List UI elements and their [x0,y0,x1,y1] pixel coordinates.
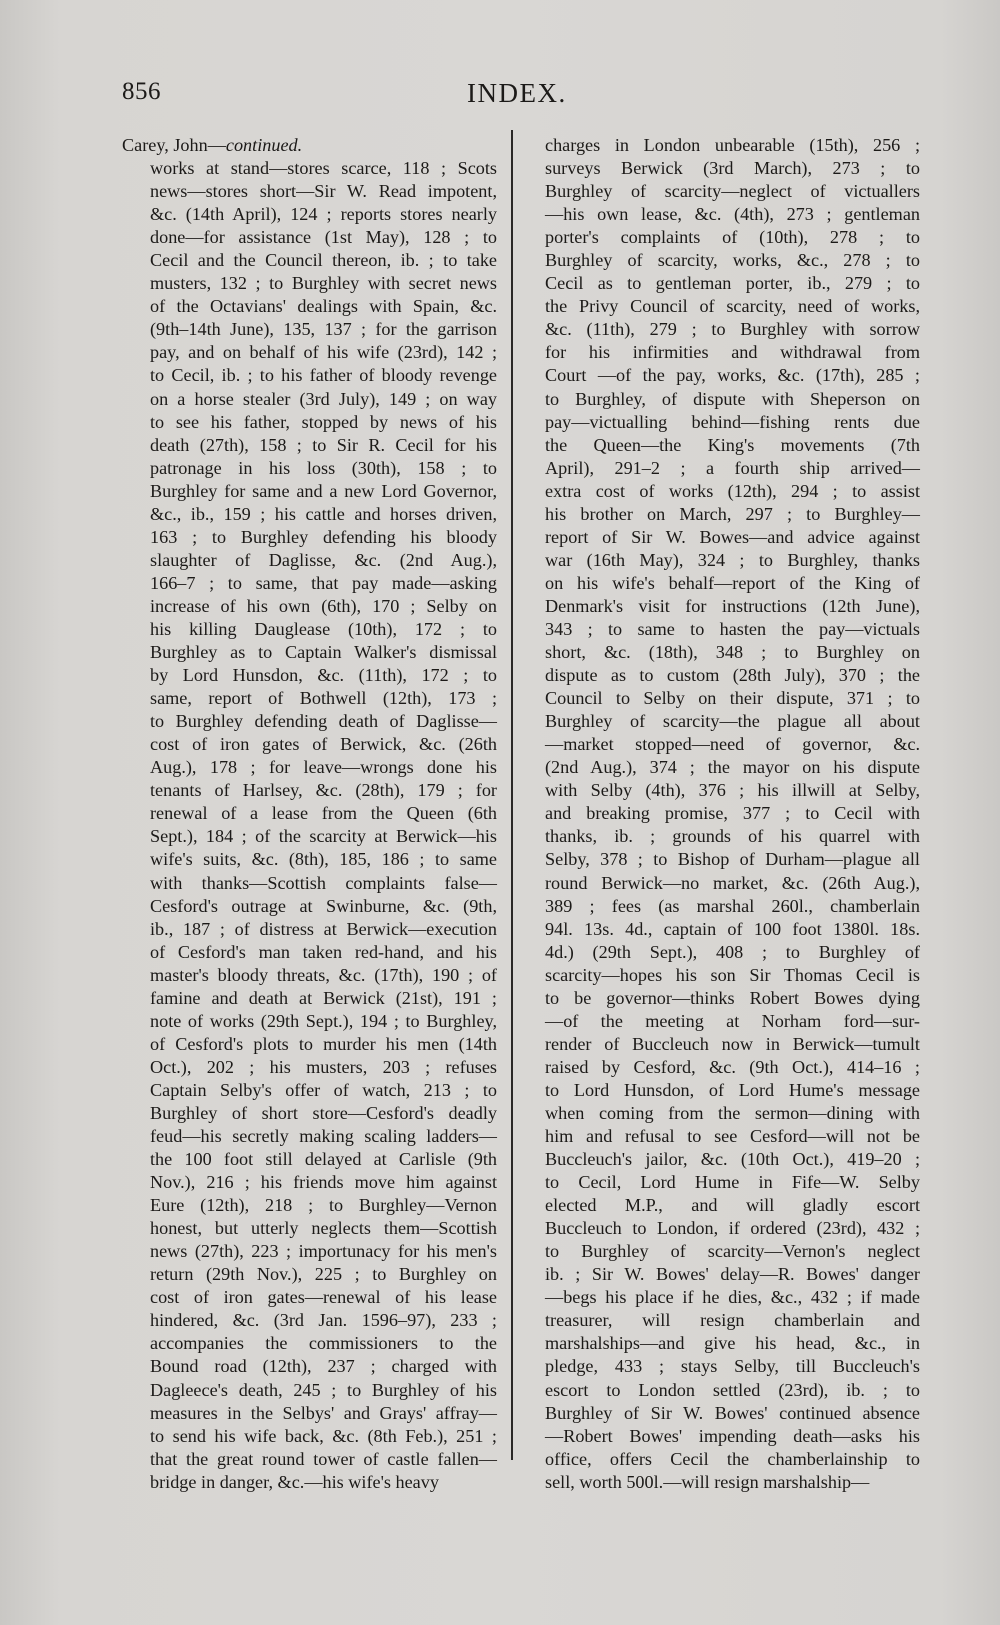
index-line: Burghley of scarcity—neglect of victuallers [545,181,920,202]
index-line: cost of iron gates of Berwick, &c. (26th [150,734,497,755]
index-line: the Privy Council of scarcity, need of works, [545,296,920,317]
index-line: report of Sir W. Bowes—and advice against [545,526,920,547]
index-line: Denmark's visit for instructions (12th June), [545,595,920,616]
index-line: Eure (12th), 218 ; to Burghley—Vernon [150,1195,497,1216]
index-line: 163 ; to Burghley defending his bloody [150,526,497,547]
index-line: when coming from the sermon—dining with [545,1102,920,1123]
index-line: to Lord Hunsdon, of Lord Hume's message [545,1079,920,1100]
index-line: Sept.), 184 ; of the scarcity at Berwick—his [150,826,497,847]
index-line: war (16th May), 324 ; to Burghley, thanks [545,549,920,570]
index-line: Cecil and the Council thereon, ib. ; to take [150,250,497,271]
index-line: renewal of a lease from the Queen (6th [150,803,497,824]
index-line: Captain Selby's offer of watch, 213 ; to [150,1079,497,1100]
index-line: his killing Dauglease (10th), 172 ; to [150,618,497,639]
index-line: charges in London unbearable (15th), 256 ; [545,135,920,155]
index-line: elected M.P., and will gladly escort [545,1195,920,1216]
index-line: ib. ; Sir W. Bowes' delay—R. Bowes' danger [545,1264,920,1285]
index-line: sell, worth 500l.—will resign marshalship— [545,1471,870,1492]
index-line: famine and death at Berwick (21st), 191 ; [150,987,497,1008]
entry-heading [122,134,497,157]
index-line: Oct.), 202 ; his musters, 203 ; refuses [150,1056,497,1077]
index-line: short, &c. (18th), 348 ; to Burghley on [545,642,920,663]
page-header [122,78,880,118]
index-line: to Cecil, ib. ; to his father of bloody revenge [150,365,497,386]
index-line: news—stores short—Sir W. Read impotent, [150,181,497,202]
index-line: feud—his secretly making scaling ladders— [150,1126,497,1147]
index-line: Burghley of short store—Cesford's deadly [150,1102,497,1123]
index-line: him and refusal to see Cesford—will not be [545,1126,920,1147]
index-line: Burghley of scarcity—the plague all about [545,711,920,732]
index-line: Bound road (12th), 237 ; charged with [150,1356,497,1377]
index-line: to send his wife back, &c. (8th Feb.), 251 ; [150,1425,497,1446]
index-line: Aug.), 178 ; for leave—wrongs done his [150,757,497,778]
index-line: thanks, ib. ; grounds of his quarrel with [545,826,920,847]
left-column [122,134,497,1494]
index-line: of Cesford's man taken red-hand, and his [150,941,497,962]
index-line: Nov.), 216 ; his friends move him against [150,1172,497,1193]
index-line: —begs his place if he dies, &c., 432 ; if made [545,1287,920,1308]
index-line: with thanks—Scottish complaints false— [150,872,497,893]
index-line: office, offers Cecil the chamberlainship to [545,1448,920,1469]
index-line: —market stopped—need of governor, &c. [545,734,920,755]
index-line: and breaking promise, 377 ; to Cecil with [545,803,920,824]
index-line: on a horse stealer (3rd July), 149 ; on way [150,388,497,409]
entry-continued: continued. [225,135,303,155]
index-line: works at stand—stores scarce, 118 ; Scots [150,158,497,179]
index-line: Council to Selby on their dispute, 371 ; to [545,688,920,709]
index-line: Selby, 378 ; to Bishop of Durham—plague all [545,849,920,870]
index-line: increase of his own (6th), 170 ; Selby on [150,595,497,616]
index-line: 4d.) (29th Sept.), 408 ; to Burghley of [545,941,920,962]
index-line: to be governor—thinks Robert Bowes dying [545,987,920,1008]
index-line: Cecil as to gentleman porter, ib., 279 ; to [545,273,920,294]
index-line: 343 ; to same to hasten the pay—victuals [545,618,920,639]
index-line: musters, 132 ; to Burghley with secret news [150,273,497,294]
index-line: of Cesford's plots to murder his men (14th [150,1033,497,1054]
index-line: bridge in danger, &c.—his wife's heavy [150,1471,439,1492]
index-line: to Burghley defending death of Daglisse— [150,711,497,732]
index-line: round Berwick—no market, &c. (26th Aug.), [545,872,920,893]
index-line: news (27th), 223 ; importunacy for his men's [150,1241,497,1262]
index-line: wife's suits, &c. (8th), 185, 186 ; to same [150,849,497,870]
running-head: INDEX. [467,78,567,108]
index-line: cost of iron gates—renewal of his lease [150,1287,497,1308]
index-line: done—for assistance (1st May), 128 ; to [150,227,497,248]
right-column [545,134,920,1494]
index-line: pay—victualling behind—fishing rents due [545,411,920,432]
page-number: 856 [122,78,161,105]
index-line: the 100 foot still delayed at Carlisle (9th [150,1149,497,1170]
index-line: marshalships—and give his head, &c., in [545,1333,920,1354]
index-line: surveys Berwick (3rd March), 273 ; to [545,158,920,179]
index-line: &c., ib., 159 ; his cattle and horses driven, [150,503,497,524]
index-line: —of the meeting at Norham ford—sur- [545,1010,920,1031]
index-line: the Queen—the King's movements (7th [545,434,920,455]
index-line: dispute as to custom (28th July), 370 ; the [545,665,920,686]
index-line: master's bloody threats, &c. (17th), 190 ; of [150,964,497,985]
index-line: (9th–14th June), 135, 137 ; for the garrison [150,319,497,340]
index-line: on his wife's behalf—report of the King of [545,572,920,593]
index-line: slaughter of Daglisse, &c. (2nd Aug.), [150,549,497,570]
index-line: his brother on March, 297 ; to Burghley— [545,503,920,524]
index-line: raised by Cesford, &c. (9th Oct.), 414–16 ; [545,1056,920,1077]
index-line: tenants of Harlsey, &c. (28th), 179 ; for [150,780,497,801]
index-line: April), 291–2 ; a fourth ship arrived— [545,457,920,478]
column-rule [511,130,513,1460]
index-line: death (27th), 158 ; to Sir R. Cecil for his [150,434,497,455]
index-line: with Selby (4th), 376 ; his illwill at Selby, [545,780,920,801]
index-line: scarcity—hopes his son Sir Thomas Cecil is [545,964,920,985]
index-line: note of works (29th Sept.), 194 ; to Burghley, [150,1010,497,1031]
index-line: —Robert Bowes' impending death—asks his [545,1425,920,1446]
index-line: escort to London settled (23rd), ib. ; to [545,1379,920,1400]
index-line: pay, and on behalf of his wife (23rd), 142 ; [150,342,497,363]
index-line: 94l. 13s. 4d., captain of 100 foot 1380l. 18s. [545,918,920,939]
index-line: honest, but utterly neglects them—Scottish [150,1218,497,1239]
index-line: &c. (14th April), 124 ; reports stores nearly [150,204,497,225]
index-line: 166–7 ; to same, that pay made—asking [150,572,497,593]
index-line: Burghley of Sir W. Bowes' continued absence [545,1402,920,1423]
index-line: by Lord Hunsdon, &c. (11th), 172 ; to [150,665,497,686]
index-line: to Burghley, of dispute with Sheperson on [545,388,920,409]
index-line: Burghley for same and a new Lord Governor, [150,480,497,501]
index-line: Buccleuch's jailor, &c. (10th Oct.), 419–20 ; [545,1149,920,1170]
index-line: accompanies the commissioners to the [150,1333,497,1354]
index-line: Buccleuch to London, if ordered (23rd), 432 ; [545,1218,920,1239]
index-line: to see his father, stopped by news of his [150,411,497,432]
index-line: of the Octavians' dealings with Spain, &c. [150,296,497,317]
index-line: Burghley of scarcity, works, &c., 278 ; to [545,250,920,271]
index-line: pledge, 433 ; stays Selby, till Buccleuch's [545,1356,920,1377]
entry-name: Carey, John— [122,135,226,155]
index-line: measures in the Selbys' and Grays' affray— [150,1402,497,1423]
index-line: that the great round tower of castle fallen— [150,1448,497,1469]
index-line: treasurer, will resign chamberlain and [545,1310,920,1331]
index-line: &c. (11th), 279 ; to Burghley with sorrow [545,319,920,340]
index-line: render of Buccleuch now in Berwick—tumult [545,1033,920,1054]
index-line: —his own lease, &c. (4th), 273 ; gentleman [545,204,920,225]
index-line: to Cecil, Lord Hume in Fife—W. Selby [545,1172,920,1193]
index-line: extra cost of works (12th), 294 ; to assist [545,480,920,501]
index-line: porter's complaints of (10th), 278 ; to [545,227,920,248]
index-line: (2nd Aug.), 374 ; the mayor on his dispute [545,757,920,778]
index-line: Court —of the pay, works, &c. (17th), 285 ; [545,365,920,386]
index-line: hindered, &c. (3rd Jan. 1596–97), 233 ; [150,1310,497,1331]
index-line: to Burghley of scarcity—Vernon's neglect [545,1241,920,1262]
index-line: Cesford's outrage at Swinburne, &c. (9th, [150,895,497,916]
index-line: return (29th Nov.), 225 ; to Burghley on [150,1264,497,1285]
right-column-lines [545,134,920,1494]
index-line: 389 ; fees (as marshal 260l., chamberlain [545,895,920,916]
index-line: same, report of Bothwell (12th), 173 ; [150,688,497,709]
left-column-lines [122,157,497,1494]
index-line: for his infirmities and withdrawal from [545,342,920,363]
index-line: Burghley as to Captain Walker's dismissal [150,642,497,663]
index-line: Dagleece's death, 245 ; to Burghley of his [150,1379,497,1400]
index-line: ib., 187 ; of distress at Berwick—execution [150,918,497,939]
index-line: patronage in his loss (30th), 158 ; to [150,457,497,478]
